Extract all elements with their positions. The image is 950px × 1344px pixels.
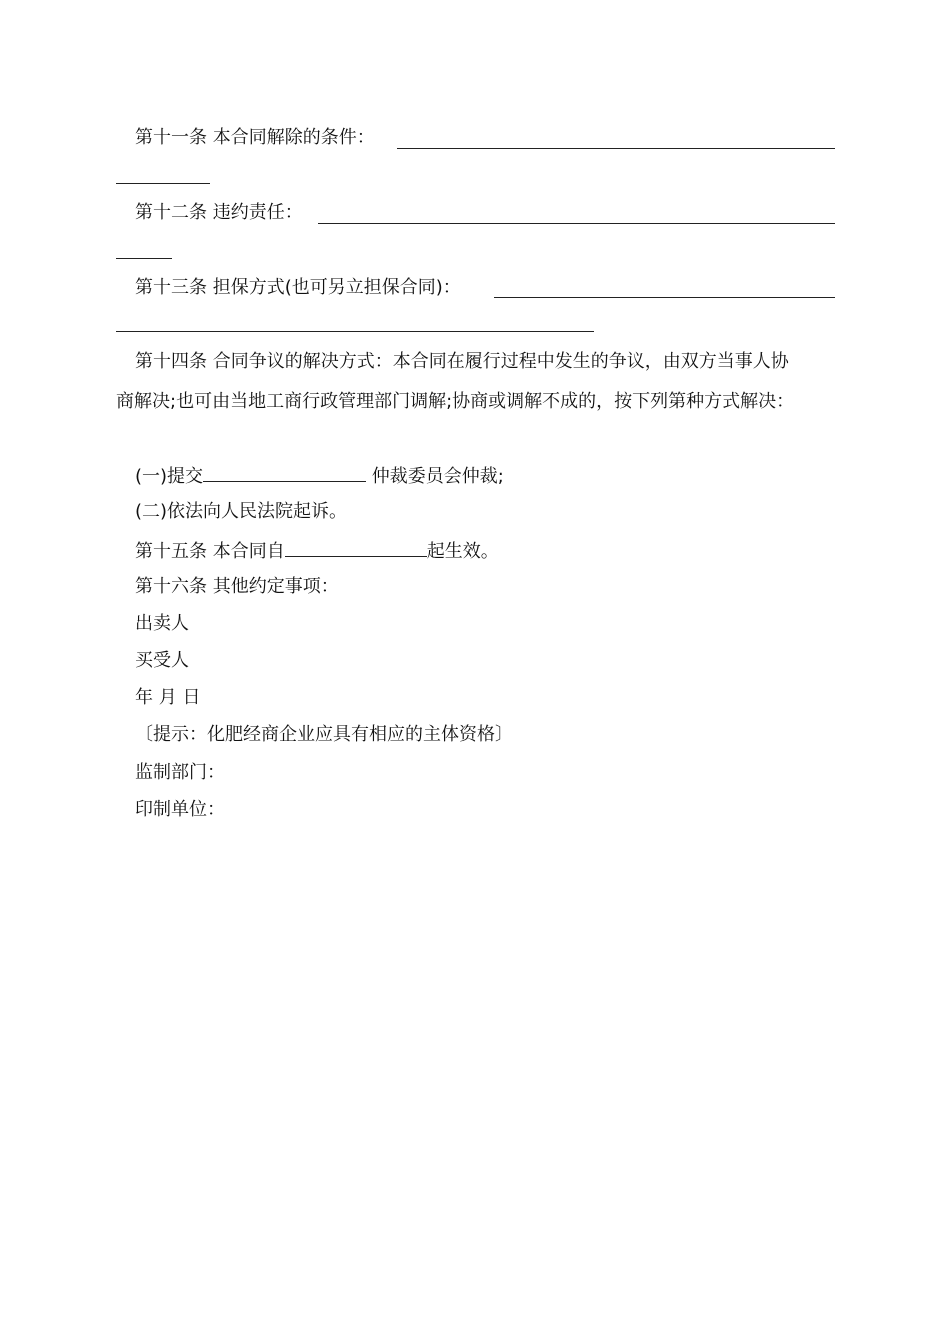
article-16-label: 第十六条 其他约定事项： (135, 576, 339, 597)
option-arbitration (135, 463, 504, 489)
article-12-blank-line-2 (116, 258, 172, 259)
article-16 (135, 575, 339, 599)
article-15-prefix: 第十五条 本合同自 (135, 541, 285, 562)
option-arbitration-prefix: (一)提交 (135, 466, 204, 487)
article-13-blank-line-1 (494, 297, 835, 298)
article-14-text-2: 商解决;也可由当地工商行政管理部门调解;协商或调解不成的，按下列第种方式解决： (116, 391, 795, 412)
option-litigation-text: (二)依法向人民法院起诉。 (135, 501, 348, 522)
printer-label: 印制单位： (135, 799, 225, 820)
article-13-label: 第十三条 担保方式(也可另立担保合同)： (135, 277, 461, 298)
article-14-line-2 (116, 390, 794, 414)
article-13-blank-line-2 (116, 331, 594, 332)
date-label: 年 月 日 (135, 687, 201, 708)
article-15 (135, 538, 499, 564)
article-12 (135, 201, 303, 225)
article-11-blank-line-1 (397, 148, 835, 149)
article-11-blank-line-2 (116, 183, 210, 184)
article-12-blank-line-1 (318, 223, 835, 224)
article-11 (135, 126, 375, 150)
seller-label: 出卖人 (135, 613, 189, 634)
article-14-line-1 (135, 350, 789, 374)
supervisor-label: 监制部门： (135, 762, 225, 783)
effective-date-blank (285, 538, 427, 557)
buyer-label: 买受人 (135, 650, 189, 671)
option-arbitration-suffix: 仲裁委员会仲裁; (366, 466, 504, 487)
tip-note: 〔提示：化肥经商企业应具有相应的主体资格〕 (135, 724, 513, 745)
article-15-suffix: 起生效。 (426, 541, 499, 562)
article-11-label: 第十一条 本合同解除的条件： (135, 127, 375, 148)
option-litigation (135, 500, 347, 524)
article-13 (135, 276, 461, 300)
article-12-label: 第十二条 违约责任： (135, 202, 303, 223)
arbitration-commission-blank (203, 463, 366, 482)
article-14-text-1: 第十四条 合同争议的解决方式：本合同在履行过程中发生的争议，由双方当事人协 (135, 351, 789, 372)
